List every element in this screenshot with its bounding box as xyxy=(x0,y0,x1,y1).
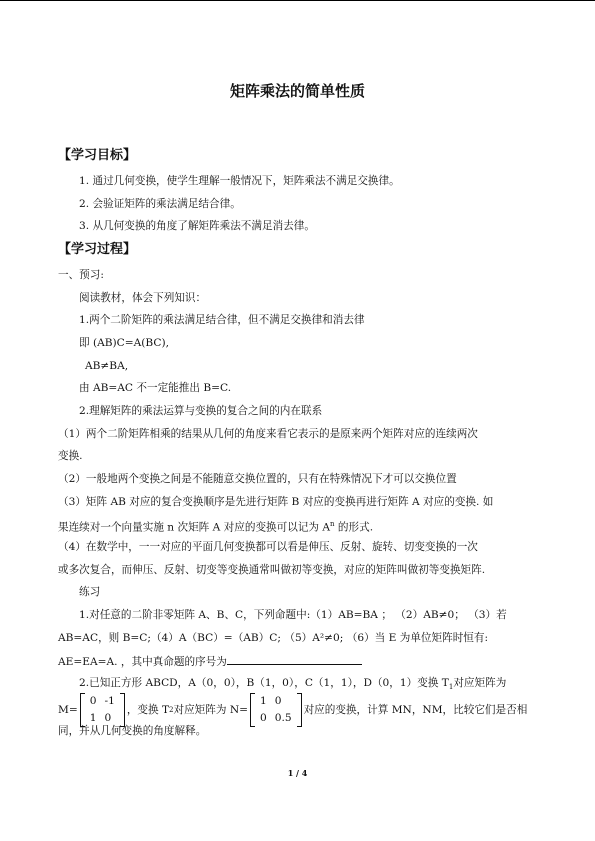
goals-heading: 【学习目标】 xyxy=(58,148,137,163)
practice-heading: 练习 xyxy=(79,586,101,598)
question-1-line-2: AB=AC，则 B=C;（4）A（BC）=（AB）C; （5）A²≠0; （6）当 E 为单位矩阵时恒有: xyxy=(58,632,489,644)
read-instruction: 阅读教材，体会下列知识： xyxy=(79,292,207,304)
claim-2: （2）一般地两个变换之间是不能随意交换位置的，只有在特殊情况下才可以交换位置 xyxy=(58,473,457,485)
question-2-line-3: 同，并从几何变换的角度解释。 xyxy=(58,725,207,737)
claim-4-line-1: （4）在数学中，一一对应的平面几何变换都可以看是伸压、反射、旋转、切变变换的一次 xyxy=(58,541,478,553)
page-title: 矩阵乘法的简单性质 xyxy=(229,82,365,100)
matrix-m-cell: 1 xyxy=(89,712,97,724)
question-1-line-3: AE=EA=A. ，其中真命题的序号为 xyxy=(58,653,362,669)
matrix-m xyxy=(80,693,125,727)
matrix-m-cell: 0 xyxy=(89,695,97,707)
point-1: 1.两个二阶矩阵的乘法满足结合律，但不满足交换律和消去律 xyxy=(79,314,365,326)
matrix-n xyxy=(250,693,302,727)
point-1-associative: 即 (AB)C=A(BC), xyxy=(79,337,170,349)
question-1-line-1: 1.对任意的二阶非零矩阵 A、B、C，下列命题中:（1）AB=BA ； （2）AB≠0； （3）若 xyxy=(79,609,507,621)
question-2-line-1: 2.已知正方形 ABCD，A（0，0），B（1，0），C（1，1），D（0，1）变换 $T_1$对应矩阵为 xyxy=(79,677,507,692)
answer-blank[interactable] xyxy=(227,653,362,665)
claim-3-line-1: （3）矩阵 AB 对应的复合变换顺序是先进行矩阵 B 对应的变换再进行矩阵 A 对应的变换. 如 xyxy=(58,496,494,508)
claim-1-line-1: （1）两个二阶矩阵相乘的结果从几何的角度来看它表示的是原来两个矩阵对应的连续两次 xyxy=(58,428,478,440)
claim-4-line-2: 或多次复合，而伸压、反射、切变等变换通常叫做初等变换，对应的矩阵叫做初等变换矩阵. xyxy=(58,564,486,576)
claim-1-line-2: 变换. xyxy=(58,450,83,462)
goal-item-3: 3. 从几何变换的角度了解矩阵乘法不满足消去律。 xyxy=(79,220,315,232)
point-1-cancellation: 由 AB=AC 不一定能推出 B=C. xyxy=(79,382,232,394)
matrix-n-cell: 0 xyxy=(274,695,282,707)
question-2-line-2: M= 0 -1 1 0 ，变换 T 2 对应矩阵为 N= 1 0 0 0.5 对应的变换，计算 MN，NM，比较它们是否相 xyxy=(58,693,527,727)
matrix-m-cell: -1 xyxy=(104,695,115,707)
page-number: 1 / 4 xyxy=(287,768,308,778)
matrix-m-cell: 0 xyxy=(104,712,112,724)
goal-item-2: 2. 会验证矩阵的乘法满足结合律。 xyxy=(79,198,241,210)
preview-heading: 一、预习: xyxy=(58,269,104,281)
goal-item-1: 1. 通过几何变换，使学生理解一般情况下，矩阵乘法不满足交换律。 xyxy=(79,175,400,187)
matrix-n-cell: 1 xyxy=(259,695,267,707)
point-2: 2.理解矩阵的乘法运算与变换的复合之间的内在联系 xyxy=(79,405,323,417)
claim-3-line-2: 果连续对一个向量实施 n 次矩阵 A 对应的变换可以记为 $A^n$ 的形式. xyxy=(58,520,374,534)
matrix-n-cell: 0 xyxy=(259,712,267,724)
page-top-border xyxy=(0,0,595,1)
matrix-n-cell: 0.5 xyxy=(274,712,292,724)
process-heading: 【学习过程】 xyxy=(58,242,137,257)
point-1-noncommutative: AB≠BA, xyxy=(85,360,129,372)
